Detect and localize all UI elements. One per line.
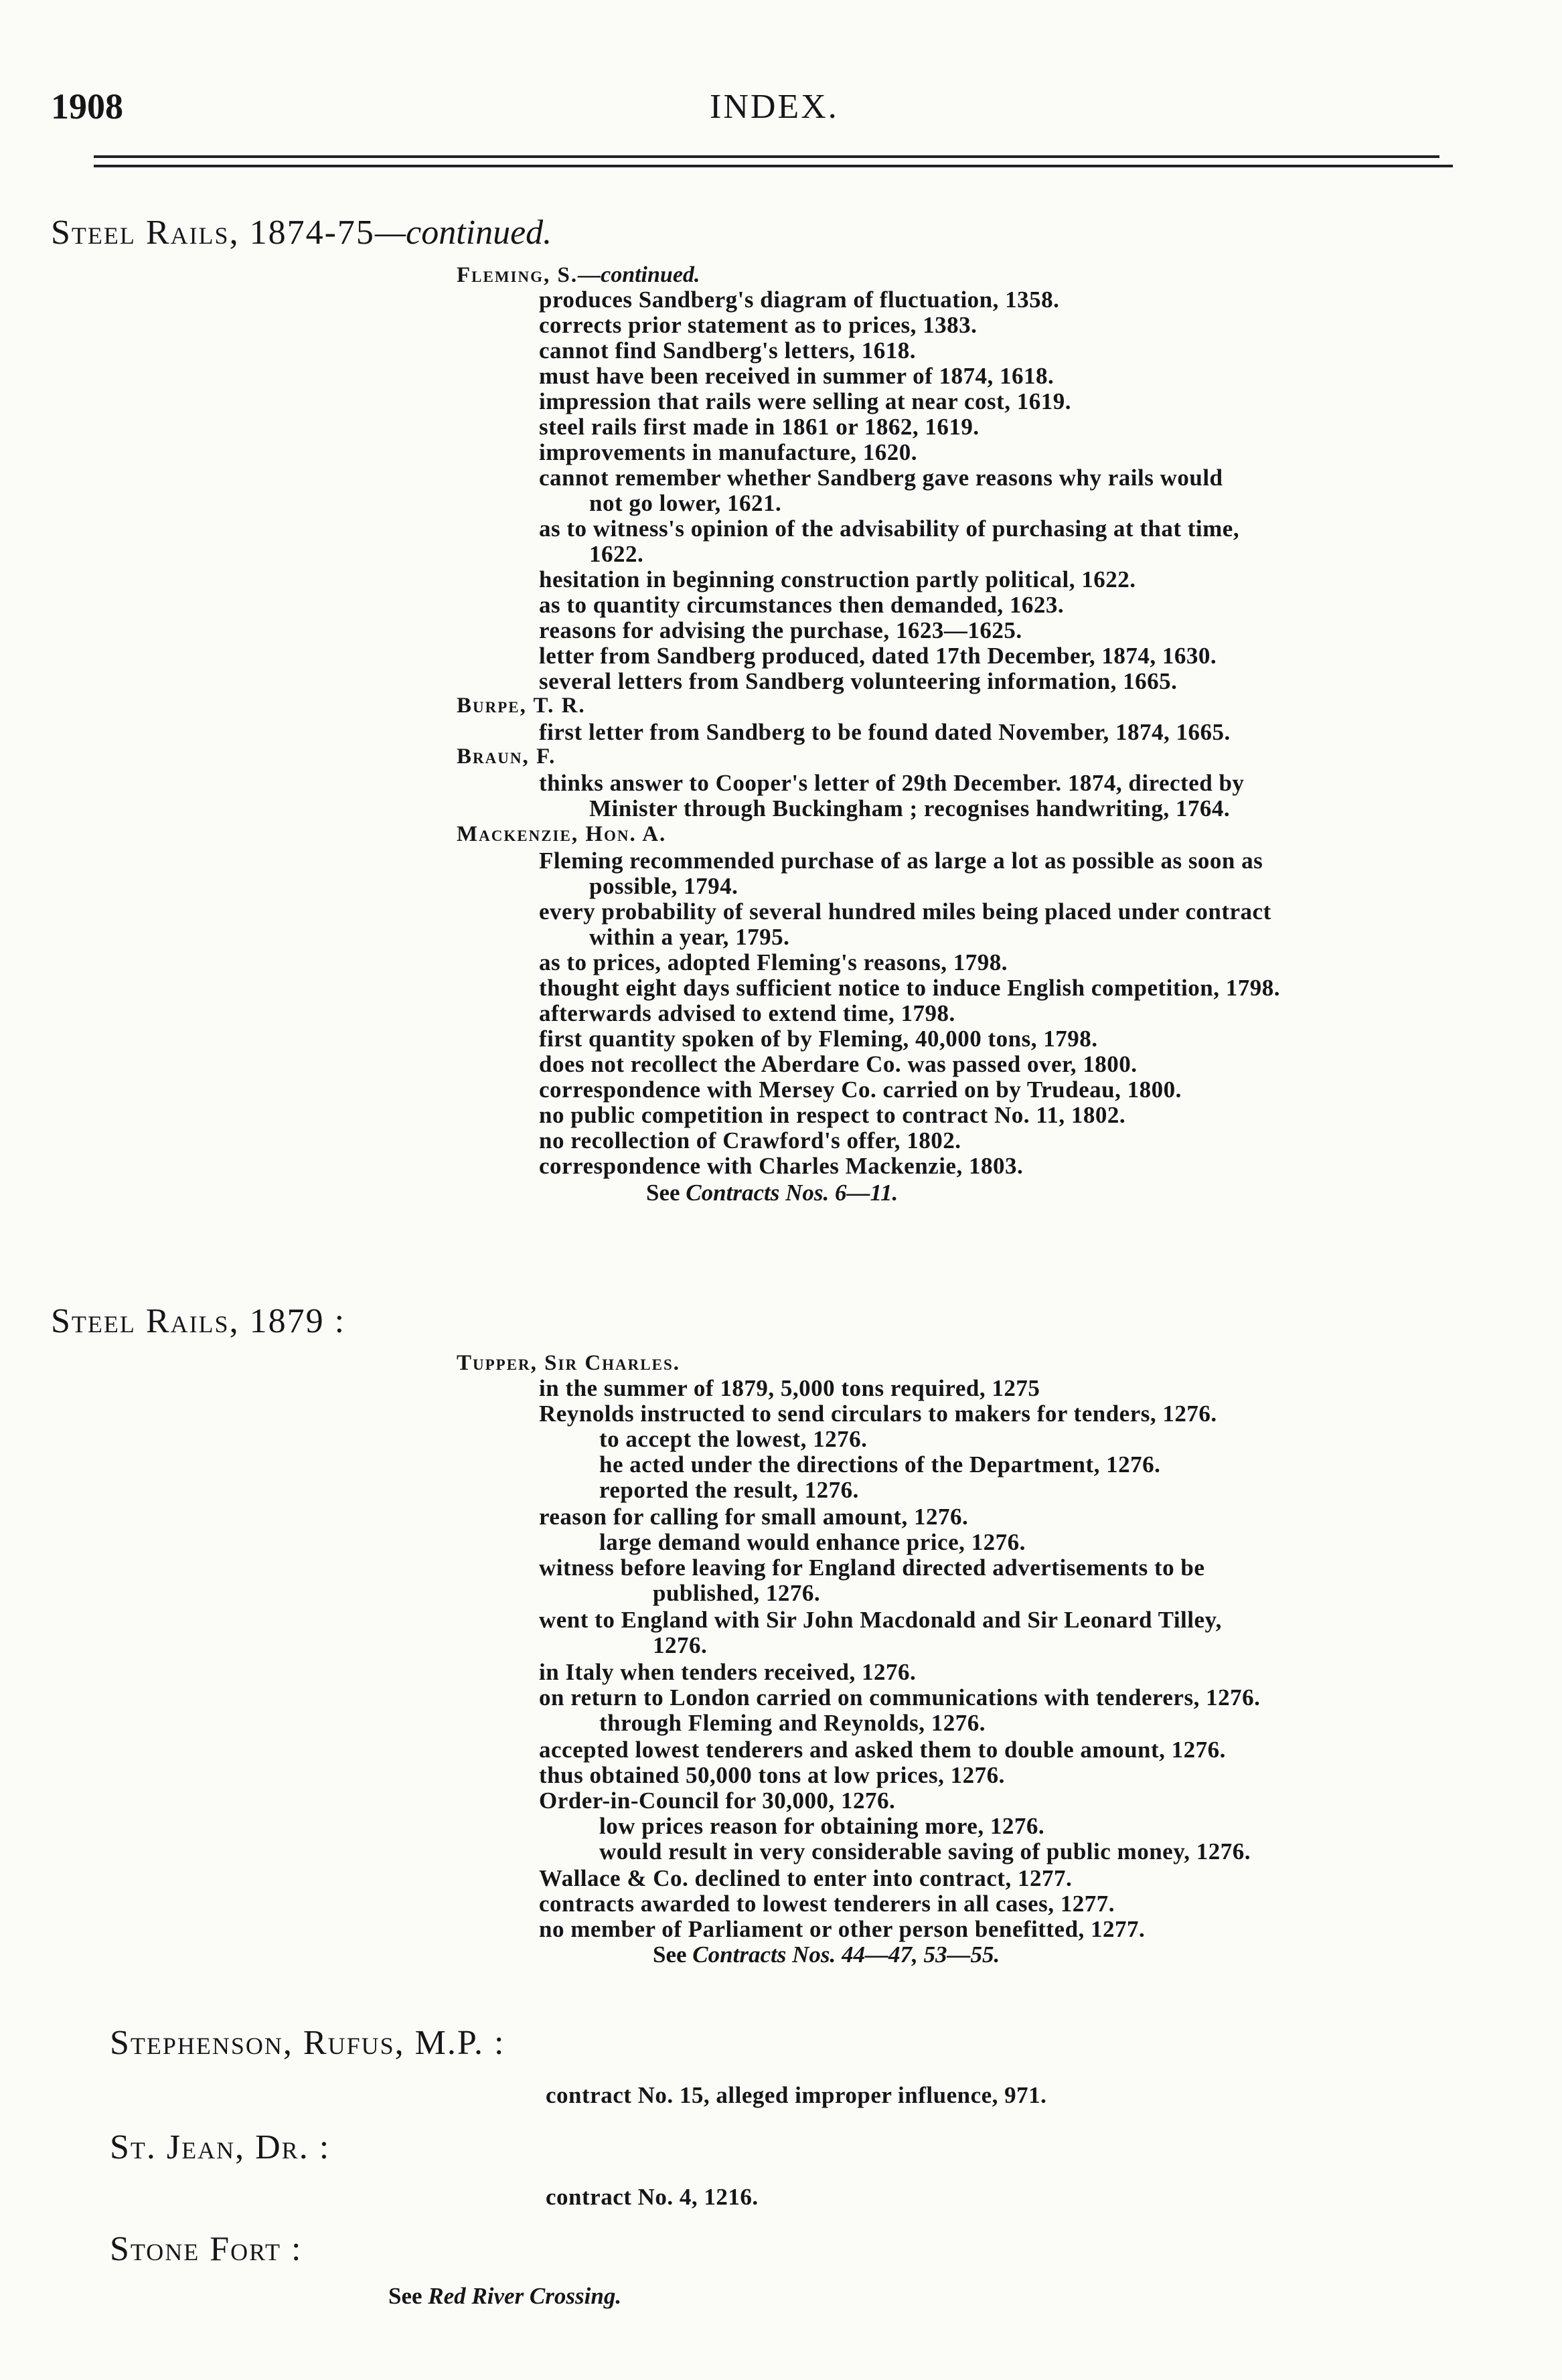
subheading-mackenzie: Mackenzie, Hon. A. — [457, 822, 667, 846]
list-item: accepted lowest tenderers and asked them to double amount, 1276. — [539, 1737, 1226, 1763]
list-item: 1622. — [589, 541, 644, 567]
see-reference: See Contracts Nos. 6—11. — [646, 1180, 899, 1206]
subheading-tupper: Tupper, Sir Charles. — [457, 1351, 680, 1375]
header-rule-bottom — [94, 165, 1453, 167]
see-reference: See Red River Crossing. — [388, 2283, 622, 2309]
list-item: contract No. 15, alleged improper influence, 971. — [546, 2082, 1047, 2108]
list-item: published, 1276. — [653, 1580, 821, 1606]
list-item: letter from Sandberg produced, dated 17th December, 1874, 1630. — [539, 643, 1217, 669]
subheading-fleming: Fleming, S.—continued. — [457, 262, 700, 287]
list-item: as to quantity circumstances then demanded, 1623. — [539, 592, 1065, 618]
list-item: in the summer of 1879, 5,000 tons required, 1275 — [539, 1375, 1040, 1401]
list-item: 1276. — [653, 1632, 708, 1658]
list-item: as to witness's opinion of the advisability of purchasing at that time, — [539, 515, 1240, 542]
list-item: first letter from Sandberg to be found dated November, 1874, 1665. — [539, 719, 1231, 745]
header-rule-top — [94, 155, 1439, 158]
list-item: must have been received in summer of 1874, 1618. — [539, 363, 1055, 389]
list-item: witness before leaving for England directed advertisements to be — [539, 1555, 1205, 1581]
list-item: corrects prior statement as to prices, 1383. — [539, 312, 978, 338]
list-item: Minister through Buckingham ; recognises handwriting, 1764. — [589, 795, 1231, 821]
list-item: reason for calling for small amount, 1276. — [539, 1504, 969, 1530]
section-label: Steel Rails, 1874-75 — [51, 214, 375, 252]
list-item: not go lower, 1621. — [589, 490, 782, 516]
list-item: possible, 1794. — [589, 873, 738, 899]
list-item: went to England with Sir John Macdonald and Sir Leonard Tilley, — [539, 1607, 1222, 1633]
list-item: as to prices, adopted Fleming's reasons, 1798. — [539, 949, 1008, 975]
subheading-braun: Braun, F. — [457, 744, 556, 769]
list-item: cannot find Sandberg's letters, 1618. — [539, 337, 916, 364]
list-item: no member of Parliament or other person benefitted, 1277. — [539, 1916, 1146, 1942]
section-heading-st-jean: St. Jean, Dr. : — [110, 2128, 331, 2166]
list-item: within a year, 1795. — [589, 924, 790, 950]
list-item: no recollection of Crawford's offer, 1802. — [539, 1127, 961, 1154]
section-heading-stephenson: Stephenson, Rufus, M.P. : — [110, 2024, 505, 2062]
section-suffix: —continued. — [374, 214, 552, 252]
list-item: produces Sandberg's diagram of fluctuation, 1358. — [539, 287, 1060, 313]
list-item: thinks answer to Cooper's letter of 29th December. 1874, directed by — [539, 770, 1245, 796]
list-item: afterwards advised to extend time, 1798. — [539, 1000, 955, 1026]
list-item: correspondence with Charles Mackenzie, 1803. — [539, 1153, 1024, 1179]
list-item: reported the result, 1276. — [599, 1477, 859, 1503]
list-item: would result in very considerable saving of public money, 1276. — [599, 1838, 1251, 1865]
list-item: steel rails first made in 1861 or 1862, 1619. — [539, 414, 980, 440]
subheading-burpe: Burpe, T. R. — [457, 694, 586, 718]
list-item: first quantity spoken of by Fleming, 40,000 tons, 1798. — [539, 1026, 1098, 1052]
list-item: Reynolds instructed to send circulars to makers for tenders, 1276. — [539, 1401, 1217, 1427]
list-item: he acted under the directions of the Department, 1276. — [599, 1451, 1161, 1478]
list-item: in Italy when tenders received, 1276. — [539, 1659, 917, 1685]
list-item: low prices reason for obtaining more, 1276. — [599, 1813, 1045, 1839]
list-item: to accept the lowest, 1276. — [599, 1426, 868, 1452]
page-number: 1908 — [51, 86, 123, 127]
see-reference: See Contracts Nos. 44—47, 53—55. — [653, 1941, 1000, 1968]
list-item: Fleming recommended purchase of as large a lot as possible as soon as — [539, 848, 1263, 874]
page-title: INDEX. — [710, 88, 839, 126]
list-item: through Fleming and Reynolds, 1276. — [599, 1710, 986, 1736]
list-item: improvements in manufacture, 1620. — [539, 439, 917, 465]
list-item: contract No. 4, 1216. — [546, 2184, 759, 2210]
section-heading-steel-rails-1879: Steel Rails, 1879 : — [51, 1302, 346, 1340]
list-item: impression that rails were selling at near cost, 1619. — [539, 388, 1072, 414]
list-item: contracts awarded to lowest tenderers in all cases, 1277. — [539, 1891, 1115, 1917]
list-item: thus obtained 50,000 tons at low prices, 1276. — [539, 1762, 1005, 1788]
section-heading-steel-rails-1874 — [51, 213, 552, 252]
list-item: Order-in-Council for 30,000, 1276. — [539, 1788, 896, 1814]
list-item: thought eight days sufficient notice to induce English competition, 1798. — [539, 975, 1280, 1001]
list-item: several letters from Sandberg volunteering information, 1665. — [539, 668, 1178, 694]
list-item: no public competition in respect to contract No. 11, 1802. — [539, 1102, 1126, 1128]
list-item: does not recollect the Aberdare Co. was passed over, 1800. — [539, 1051, 1138, 1077]
list-item: Wallace & Co. declined to enter into contract, 1277. — [539, 1865, 1073, 1891]
list-item: on return to London carried on communications with tenderers, 1276. — [539, 1684, 1261, 1711]
list-item: correspondence with Mersey Co. carried on by Trudeau, 1800. — [539, 1077, 1182, 1103]
list-item: large demand would enhance price, 1276. — [599, 1529, 1026, 1555]
list-item: reasons for advising the purchase, 1623—1625. — [539, 617, 1022, 643]
list-item: every probability of several hundred miles being placed under contract — [539, 898, 1271, 925]
list-item: hesitation in beginning construction partly political, 1622. — [539, 566, 1136, 592]
list-item: cannot remember whether Sandberg gave reasons why rails would — [539, 465, 1223, 491]
section-heading-stone-fort: Stone Fort : — [110, 2230, 303, 2268]
